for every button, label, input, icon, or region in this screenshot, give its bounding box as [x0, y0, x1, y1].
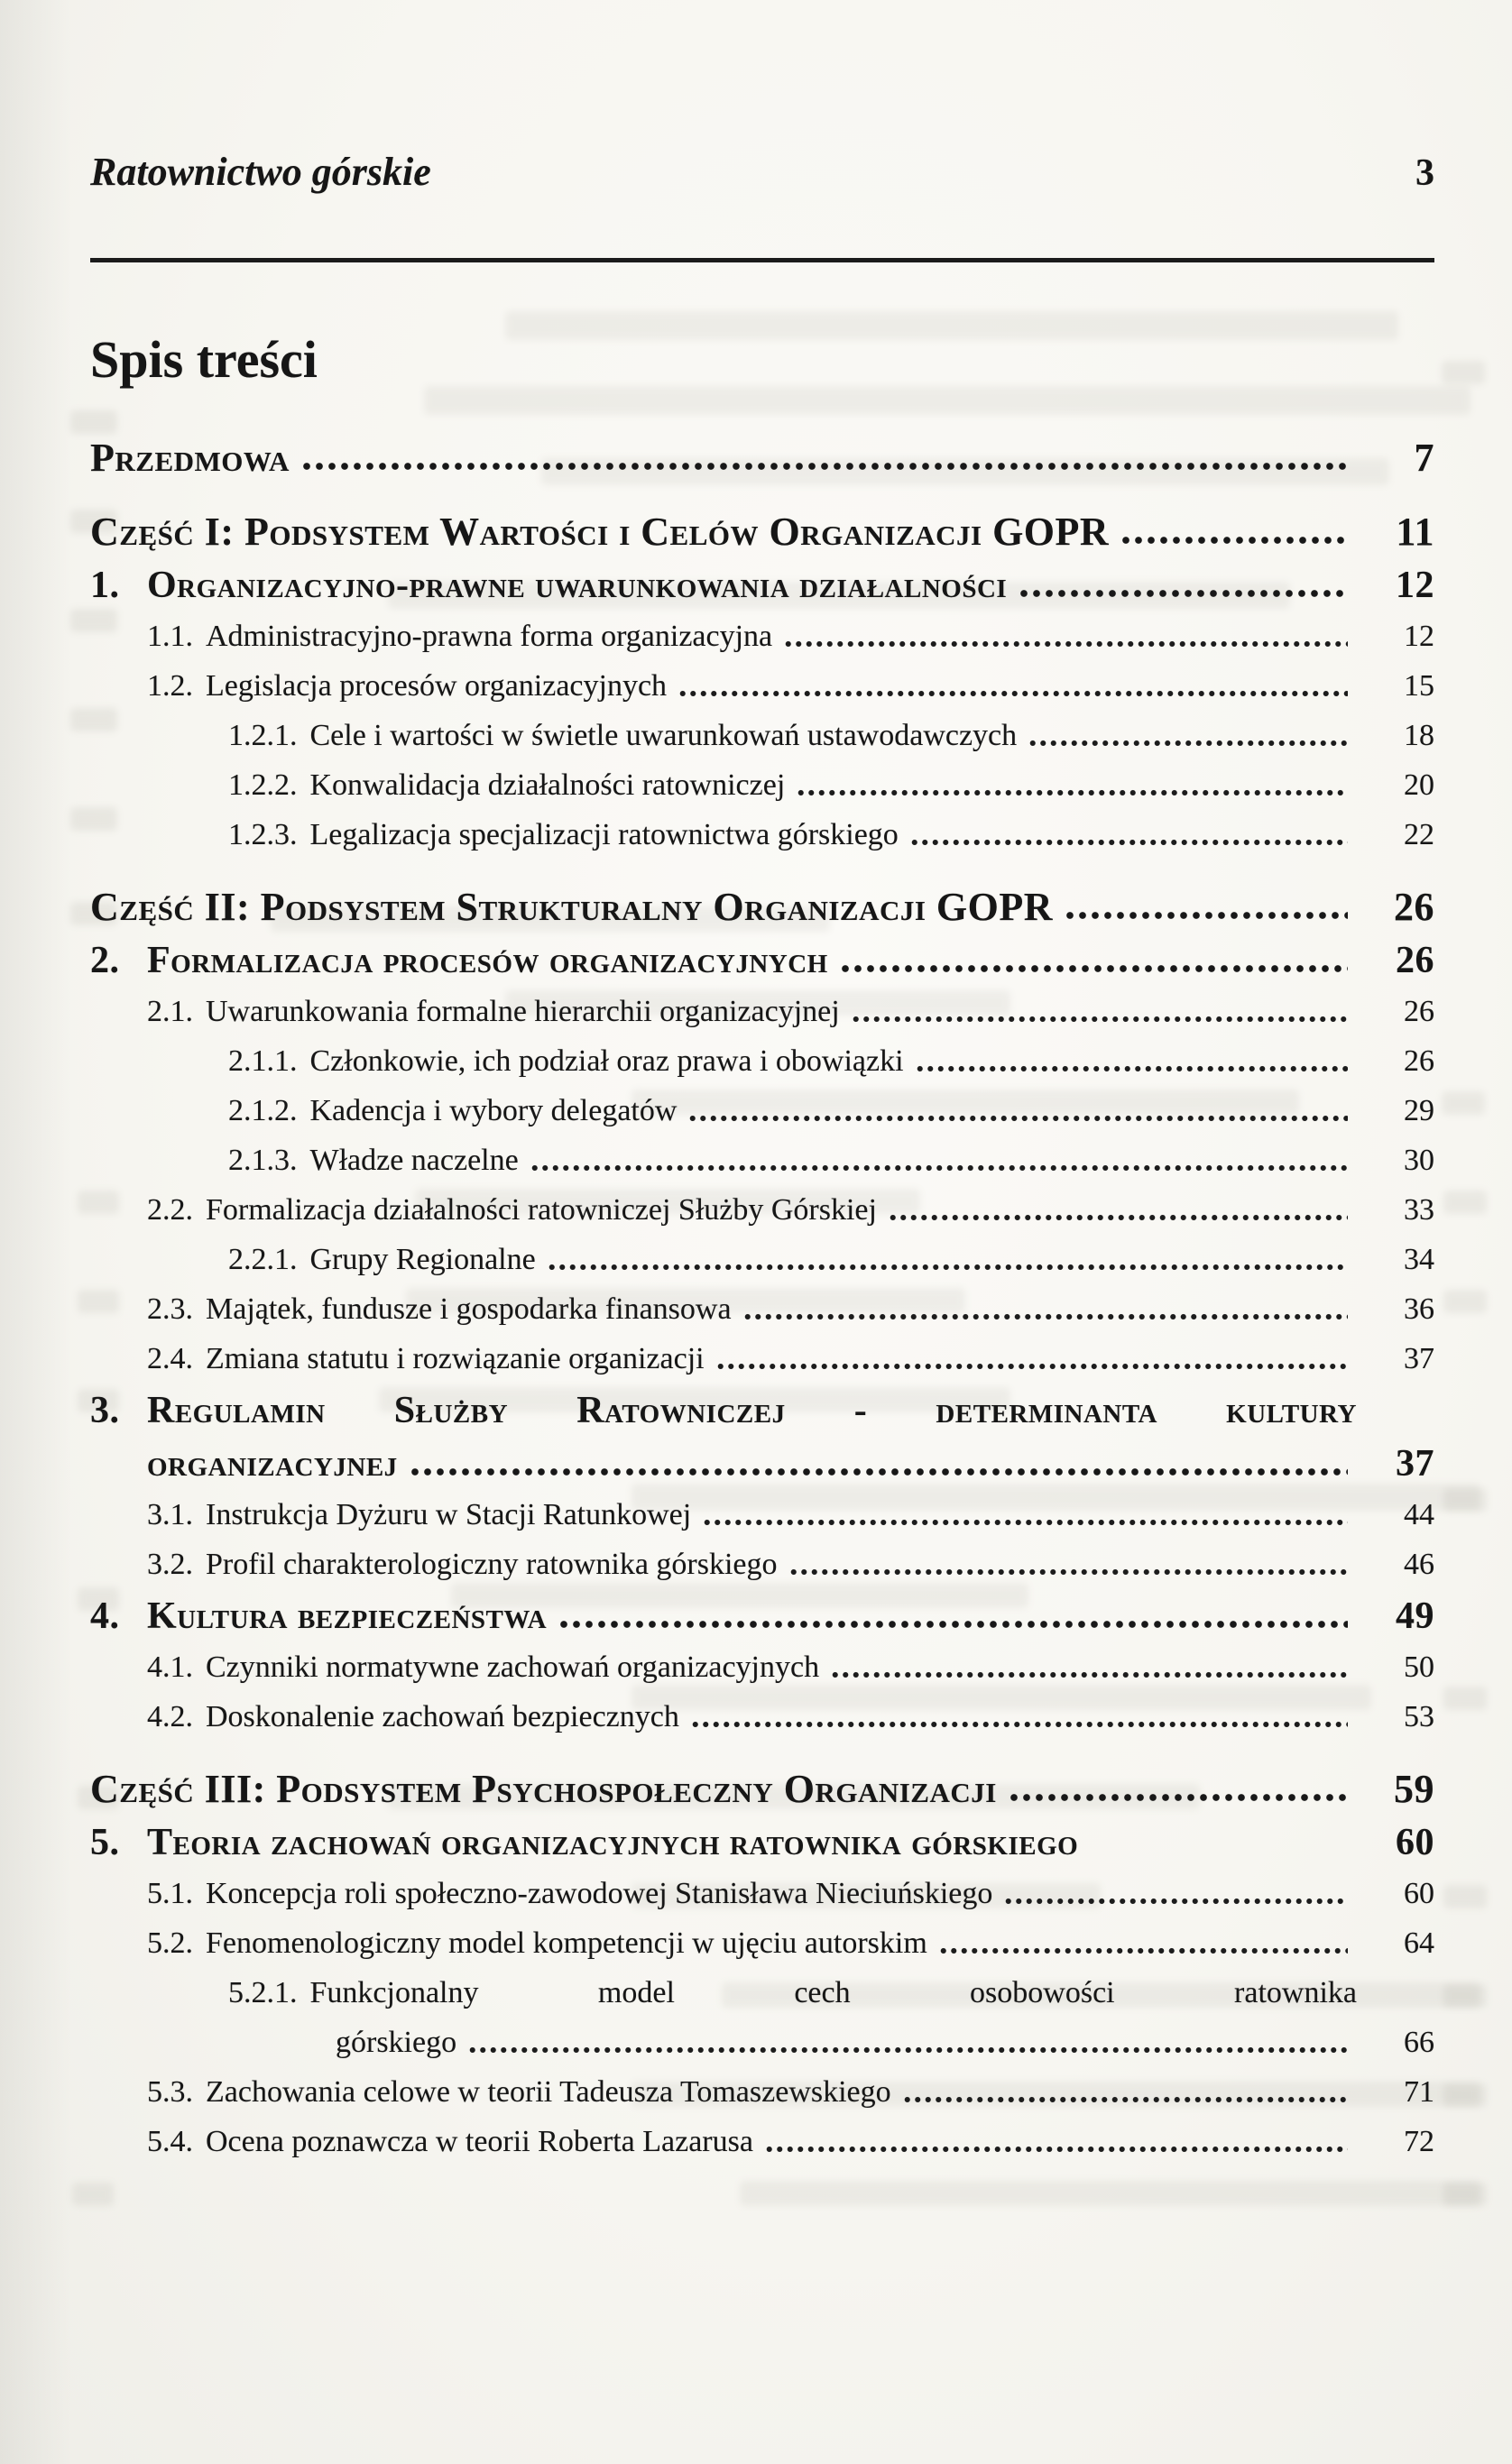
toc-entry-label: Funkcjonalny model cech osobowości ratownika	[309, 1976, 1357, 2009]
toc-page-number: 20	[1404, 768, 1434, 802]
toc-leader-dots	[409, 1466, 1348, 1478]
toc-entry-number: 2.2.1.	[228, 1243, 298, 1276]
toc-page-number: 22	[1404, 818, 1434, 851]
toc-entry-number: 1.2.	[147, 669, 193, 703]
toc-entry-number: 2.1.	[147, 995, 193, 1028]
toc-leader-dots	[1018, 587, 1348, 600]
toc-entry-number: 4.1.	[147, 1650, 193, 1684]
toc-row	[336, 2024, 1434, 2062]
toc-row	[147, 667, 1434, 705]
toc-entry-label: Czynniki normatywne zachowań organizacyjnych	[206, 1650, 820, 1684]
toc-entry-label: Grupy Regionalne	[309, 1243, 536, 1276]
toc-page-number: 66	[1404, 2026, 1434, 2059]
toc-page-number: 34	[1404, 1243, 1434, 1276]
toc-page-number: 72	[1404, 2125, 1434, 2158]
toc-entry-number: 2.3.	[147, 1292, 193, 1326]
running-title: Ratownictwo górskie	[90, 150, 431, 194]
toc-entry-label: Kultura bezpieczeństwa	[147, 1595, 548, 1637]
toc-page-number: 7	[1414, 436, 1434, 480]
toc-row	[90, 887, 1434, 928]
bleedthrough-artifact	[72, 2183, 114, 2206]
toc-page-number: 49	[1396, 1595, 1434, 1637]
toc-leader-dots	[851, 1013, 1348, 1025]
toc-row	[228, 717, 1434, 755]
toc-entry-label: Koncepcja roli społeczno-zawodowej Stanisława Nieciuńskiego	[206, 1877, 993, 1910]
running-header	[90, 149, 1434, 197]
toc-page-number: 71	[1404, 2075, 1434, 2109]
toc-entry-label: Część II: Podsystem Strukturalny Organizacji GOPR	[90, 885, 1054, 929]
toc-row	[90, 437, 1434, 479]
toc-leader-dots	[783, 638, 1348, 650]
toc-entry-label: górskiego	[336, 2026, 457, 2059]
toc-entry-number: 2.1.1.	[228, 1044, 298, 1078]
toc-entry-number: 1.1.	[147, 620, 193, 653]
toc-entry-label: Fenomenologiczny model kompetencji w ujęciu autorskim	[206, 1926, 927, 1960]
header-rule	[90, 258, 1434, 262]
toc-row	[228, 1974, 1434, 2012]
toc-entry-label: Majątek, fundusze i gospodarka finansowa	[206, 1292, 732, 1326]
toc-entry-label: Zmiana statutu i rozwiązanie organizacji	[206, 1342, 705, 1375]
toc-entry-label: Część III: Podsystem Psychospołeczny Organizacji	[90, 1767, 997, 1811]
toc-leader-dots	[547, 1261, 1348, 1273]
bleedthrough-artifact	[740, 2181, 1480, 2206]
toc-entry-label: Członkowie, ich podział oraz prawa i obowiązki	[309, 1044, 904, 1078]
toc-leader-dots	[742, 1310, 1348, 1323]
toc-row	[147, 1546, 1434, 1584]
toc-page-number: 26	[1404, 995, 1434, 1028]
toc-entry-label: Teoria zachowań organizacyjnych ratownika górskiego	[147, 1822, 1079, 1863]
toc-entry-label: organizacyjnej	[147, 1443, 398, 1485]
toc-row	[147, 993, 1434, 1031]
toc-entry-label: Część I: Podsystem Wartości i Celów Organizacji GOPR	[90, 510, 1110, 554]
toc-entry-label: Formalizacja działalności ratowniczej Służby Górskiej	[206, 1193, 877, 1227]
toc-leader-dots	[715, 1360, 1348, 1373]
toc-entry-number: 2.1.3.	[228, 1144, 298, 1177]
toc-page-number: 30	[1404, 1144, 1434, 1177]
toc-row	[147, 1191, 1434, 1229]
toc-leader-dots	[678, 687, 1348, 700]
toc-leader-dots	[1120, 534, 1348, 547]
toc-page-number: 12	[1396, 565, 1434, 606]
toc-leader-dots	[530, 1162, 1348, 1174]
toc-row	[228, 1043, 1434, 1080]
toc-entry-label: Zachowania celowe w teorii Tadeusza Tomaszewskiego	[206, 2075, 891, 2109]
toc-entry-label: Konwalidacja działalności ratowniczej	[309, 768, 786, 802]
toc-page-number: 37	[1396, 1443, 1434, 1485]
toc-entry-label: Legislacja procesów organizacyjnych	[206, 669, 668, 703]
toc-entry-label: Uwarunkowania formalne hierarchii organizacyjnej	[206, 995, 840, 1028]
toc-leader-dots	[558, 1618, 1348, 1631]
table-of-contents	[90, 437, 1434, 2161]
toc-page-number: 18	[1404, 719, 1434, 752]
toc-leader-dots	[467, 2044, 1348, 2056]
toc-leader-dots	[764, 2143, 1348, 2156]
toc-page-number: 26	[1394, 885, 1434, 929]
toc-entry-number: 3.2.	[147, 1548, 193, 1581]
toc-entry-number: 1.2.1.	[228, 719, 298, 752]
toc-entry-number: 5.3.	[147, 2075, 193, 2109]
toc-entry-number: 1.2.2.	[228, 768, 298, 802]
toc-page-number: 53	[1404, 1700, 1434, 1733]
toc-row	[147, 1698, 1434, 1736]
toc-entry-number: 4.	[90, 1595, 120, 1637]
toc-entry-number: 3.1.	[147, 1498, 193, 1531]
toc-entry-label: Administracyjno-prawna forma organizacyjna	[206, 620, 773, 653]
toc-entry-label: Kadencja i wybory delegatów	[309, 1094, 678, 1127]
toc-row	[147, 2073, 1434, 2111]
toc-entry-number: 2.4.	[147, 1342, 193, 1375]
toc-entry-label: Ocena poznawcza w teorii Roberta Lazarusa	[206, 2125, 753, 2158]
toc-page-number: 46	[1404, 1548, 1434, 1581]
toc-row	[147, 1291, 1434, 1329]
toc-row	[228, 1241, 1434, 1279]
toc-leader-dots	[687, 1112, 1348, 1125]
toc-leader-dots	[796, 786, 1348, 799]
toc-row	[147, 1340, 1434, 1378]
toc-row	[90, 1595, 1434, 1637]
toc-entry-label: Władze naczelne	[309, 1144, 519, 1177]
toc-entry-label: Cele i wartości w świetle uwarunkowań ustawodawczych	[309, 719, 1018, 752]
toc-entry-label: Regulamin Służby Ratowniczej - determinanta kultury	[147, 1390, 1357, 1431]
toc-row	[147, 1496, 1434, 1534]
toc-leader-dots	[830, 1669, 1348, 1681]
bleedthrough-artifact	[1443, 2183, 1487, 2206]
toc-entry-number: 5.	[90, 1822, 120, 1863]
toc-row	[147, 618, 1434, 656]
toc-row	[147, 1443, 1434, 1485]
toc-row	[90, 511, 1434, 553]
toc-entry-label: Formalizacja procesów organizacyjnych	[147, 940, 828, 981]
toc-page-number: 29	[1404, 1094, 1434, 1127]
toc-entry-label: Doskonalenie zachowań bezpiecznych	[206, 1700, 679, 1733]
toc-row	[147, 1649, 1434, 1687]
toc-entry-number: 2.2.	[147, 1193, 193, 1227]
page-number: 3	[1415, 152, 1434, 194]
toc-entry-number: 5.2.1.	[228, 1976, 298, 2009]
toc-entry-label: Instrukcja Dyżuru w Stacji Ratunkowej	[206, 1498, 692, 1531]
toc-entry-number: 3.	[90, 1390, 120, 1431]
toc-entry-number: 5.2.	[147, 1926, 193, 1960]
toc-page-number: 26	[1396, 940, 1434, 981]
toc-entry-label: Organizacyjno-prawne uwarunkowania działalności	[147, 565, 1008, 606]
toc-row	[90, 565, 1434, 606]
toc-row	[90, 940, 1434, 981]
toc-entry-label: Przedmowa	[90, 436, 290, 480]
toc-entry-number: 1.2.3.	[228, 818, 298, 851]
toc-entry-label: Legalizacja specjalizacji ratownictwa górskiego	[309, 818, 899, 851]
toc-row	[228, 1092, 1434, 1130]
toc-row	[90, 1390, 1434, 1431]
toc-row	[90, 1769, 1434, 1810]
toc-page-number: 64	[1404, 1926, 1434, 1960]
toc-page-number: 26	[1404, 1044, 1434, 1078]
toc-leader-dots	[909, 836, 1348, 849]
toc-leader-dots	[788, 1566, 1348, 1578]
toc-page-number: 33	[1404, 1193, 1434, 1227]
toc-row	[147, 1925, 1434, 1963]
toc-row	[147, 2123, 1434, 2161]
toc-page-number: 36	[1404, 1292, 1434, 1326]
toc-leader-dots	[1064, 909, 1348, 922]
toc-leader-dots	[1028, 737, 1348, 749]
toc-row	[228, 767, 1434, 804]
toc-leader-dots	[702, 1516, 1348, 1529]
toc-page-number: 44	[1404, 1498, 1434, 1531]
toc-page-number: 37	[1404, 1342, 1434, 1375]
toc-entry-number: 5.4.	[147, 2125, 193, 2158]
toc-row	[90, 1822, 1434, 1863]
toc-row	[228, 1142, 1434, 1180]
toc-entry-number: 5.1.	[147, 1877, 193, 1910]
toc-page-number: 11	[1396, 510, 1434, 554]
toc-leader-dots	[690, 1718, 1348, 1731]
toc-entry-number: 4.2.	[147, 1700, 193, 1733]
toc-leader-dots	[938, 1945, 1348, 1957]
toc-entry-label: Profil charakterologiczny ratownika górskiego	[206, 1548, 778, 1581]
toc-page-number: 12	[1404, 620, 1434, 653]
toc-leader-dots	[888, 1211, 1348, 1224]
toc-row	[228, 816, 1434, 854]
toc-leader-dots	[1003, 1895, 1348, 1908]
toc-page-number: 60	[1396, 1822, 1434, 1863]
toc-row	[147, 1875, 1434, 1913]
toc-entry-number: 1.	[90, 565, 120, 606]
toc-page-number: 15	[1404, 669, 1434, 703]
toc-entry-number: 2.	[90, 940, 120, 981]
toc-leader-dots	[1008, 1791, 1348, 1804]
toc-entry-number: 2.1.2.	[228, 1094, 298, 1127]
toc-leader-dots	[902, 2093, 1348, 2106]
toc-page-number: 60	[1404, 1877, 1434, 1910]
page-title: Spis treści	[90, 330, 318, 389]
toc-page-number: 50	[1404, 1650, 1434, 1684]
toc-leader-dots	[915, 1062, 1348, 1075]
toc-leader-dots	[300, 460, 1348, 473]
toc-leader-dots	[839, 962, 1348, 975]
toc-page-number: 59	[1394, 1767, 1434, 1811]
